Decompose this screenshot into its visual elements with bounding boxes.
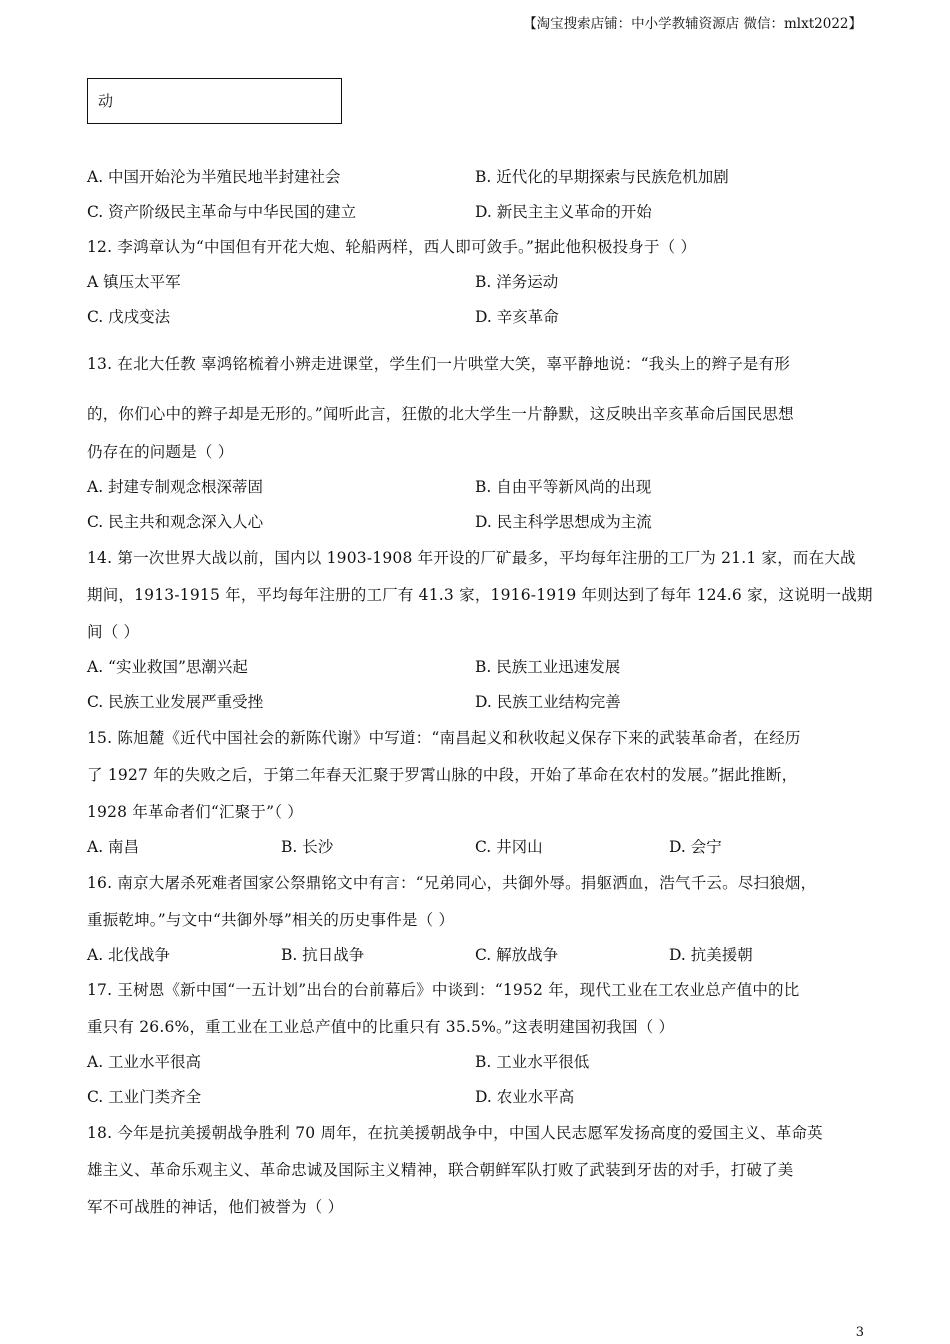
option-d: D. 农业水平高 [475,1088,575,1106]
question-14-line: 间（ ） [87,623,140,641]
option-b: B. 近代化的早期探索与民族危机加剧 [475,168,729,186]
question-17-line: 17. 王树恩《新中国“一五计划”出台的台前幕后》中谈到：“1952 年，现代工业在工农业总产值中的比 [87,981,800,999]
option-b: B. 民族工业迅速发展 [475,658,621,676]
answer-box-text: 动 [98,92,114,110]
question-18-line: 雄主义、革命乐观主义、革命忠诚及国际主义精神，联合朝鲜军队打败了武装到牙齿的对手，打破了美 [87,1161,794,1179]
option-b: B. 自由平等新风尚的出现 [475,478,652,496]
question-16-line: 16. 南京大屠杀死难者国家公祭鼎铭文中有言：“兄弟同心，共御外辱。捐躯洒血，浩气千云。尽扫狼烟， [87,874,817,892]
option-c: C. 资产阶级民主革命与中华民国的建立 [87,203,357,221]
option-d: D. 会宁 [669,838,722,856]
option-a: A 镇压太平军 [87,273,181,291]
option-c: C. 民主共和观念深入人心 [87,513,264,531]
question-13-line: 仍存在的问题是（ ） [87,443,234,461]
option-row [87,1050,887,1072]
option-row [87,475,887,497]
option-b: B. 工业水平很低 [475,1053,590,1071]
page-header: 【淘宝搜索店铺：中小学教辅资源店 微信：mlxt2022】 [523,16,862,32]
option-c: C. 井冈山 [475,838,543,856]
option-d: D. 民族工业结构完善 [475,693,621,711]
option-row [87,690,887,712]
option-b: B. 洋务运动 [475,273,559,291]
option-b: B. 抗日战争 [281,946,365,964]
option-a: A. 中国开始沦为半殖民地半封建社会 [87,168,341,186]
option-row [87,835,887,857]
option-row [87,510,887,532]
option-c: C. 民族工业发展严重受挫 [87,693,264,711]
question-12-stem: 12. 李鸿章认为“中国但有开花大炮、轮船两样，西人即可敛手。”据此他积极投身于（ ） [87,238,697,256]
option-c: C. 解放战争 [475,946,559,964]
question-13-line: 13. 在北大任教 辜鸿铭梳着小辨走进课堂，学生们一片哄堂大笑，辜平静地说：“我头上的辫子是有形 [87,355,791,373]
option-c: C. 戊戌变法 [87,308,171,326]
option-a: A. “实业救国”思潮兴起 [87,658,248,676]
option-row [87,1085,887,1107]
question-16-line: 重振乾坤。”与文中“共御外辱”相关的历史事件是（ ） [87,911,455,929]
question-18-line: 军不可战胜的神话，他们被誉为（ ） [87,1198,344,1216]
option-row [87,270,887,292]
question-14-line: 14. 第一次世界大战以前，国内以 1903-1908 年开设的厂矿最多，平均每年注册的工厂为 21.1 家，而在大战 [87,549,856,567]
option-a: A. 北伐战争 [87,946,171,964]
answer-box [87,78,342,124]
option-d: D. 民主科学思想成为主流 [475,513,652,531]
question-13-line: 的，你们心中的辫子却是无形的。”闻听此言，狂傲的北大学生一片静默，这反映出辛亥革命后国民思想 [87,405,794,423]
question-18-line: 18. 今年是抗美援朝战争胜利 70 周年，在抗美援朝战争中，中国人民志愿军发扬高度的爱国主义、革命英 [87,1124,823,1142]
option-d: D. 辛亥革命 [475,308,559,326]
page-number: 3 [855,1325,864,1340]
option-row [87,305,887,327]
option-a: A. 封建专制观念根深蒂固 [87,478,264,496]
option-d: D. 抗美援朝 [669,946,753,964]
option-row [87,200,887,222]
option-row [87,655,887,677]
option-d: D. 新民主主义革命的开始 [475,203,652,221]
question-14-line: 期间，1913-1915 年，平均每年注册的工厂有 41.3 家，1916-1919 年则达到了每年 124.6 家，这说明一战期 [87,586,873,604]
question-15-line: 1928 年革命者们“汇聚于”（ ） [87,803,303,821]
option-a: A. 南昌 [87,838,140,856]
option-b: B. 长沙 [281,838,334,856]
question-17-line: 重只有 26.6%，重工业在工业总产值中的比重只有 35.5%。”这表明建国初我国（ ） [87,1018,675,1036]
option-a: A. 工业水平很高 [87,1053,202,1071]
question-15-line: 15. 陈旭麓《近代中国社会的新陈代谢》中写道：“南昌起义和秋收起义保存下来的武装革命者，在经历 [87,729,801,747]
option-row [87,943,887,965]
question-15-line: 了 1927 年的失败之后，于第二年春天汇聚于罗霄山脉的中段，开始了革命在农村的发展。”据此推断， [87,766,798,784]
option-c: C. 工业门类齐全 [87,1088,202,1106]
option-row [87,165,887,187]
